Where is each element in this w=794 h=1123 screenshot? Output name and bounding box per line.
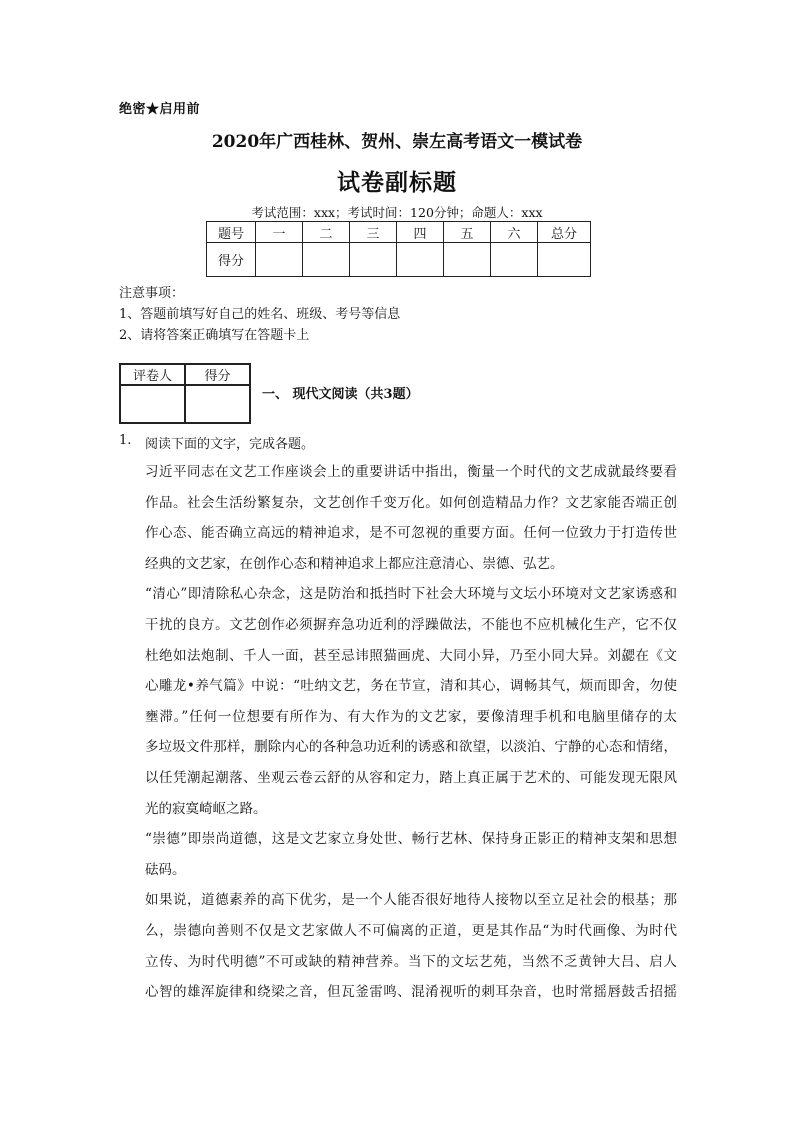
passage-line: 么，崇德向善则不仅是文艺家做人不可偏离的正道，更是其作品“为时代画像、为时代 (145, 922, 677, 939)
notice-item: 1、答题前填写好自己的姓名、班级、考号等信息 (119, 307, 401, 322)
passage-line: 多垃圾文件那样，删除内心的各种急功近利的诱惑和欲望，以淡泊、宁静的心态和情绪， (145, 739, 677, 756)
passage-line: 杜绝如法炮制、千人一面，甚至忌讳照猫画虎、大同小异，乃至小同大异。刘勰在《文 (145, 647, 677, 664)
score-cell (444, 243, 491, 277)
score-cell (397, 243, 444, 277)
score-table-score-label: 得分 (207, 243, 256, 277)
grader-cell (185, 385, 250, 423)
score-cell (538, 243, 591, 277)
exam-info: 考试范围：xxx；考试时间：120分钟；命题人：xxx (251, 205, 543, 220)
grader-table (119, 363, 251, 424)
question-prompt: 阅读下面的文字，完成各题。 (145, 437, 315, 452)
passage-line: 心雕龙•养气篇》中说：“吐纳文艺，务在节宣，清和其心，调畅其气，烦而即舍，勿使 (145, 678, 677, 695)
score-table-column: 一 (256, 222, 303, 243)
passage-line: “清心”即清除私心杂念，这是防治和抵挡时下社会大环境与文坛小环境对文艺家诱惑和 (145, 586, 677, 603)
passage-line: 心智的雄浑旋律和绕梁之音，但瓦釜雷鸣、混淆视听的刺耳杂音，也时常摇唇鼓舌招摇 (145, 984, 677, 1001)
score-table-row-header: 题号 (207, 222, 256, 243)
passage-line: “崇德”即崇尚道德，这是文艺家立身处世、畅行艺林、保持身正影正的精神支架和思想 (145, 831, 677, 848)
passage-line: 作心态、能否确立高远的精神追求，是不可忽视的重要方面。任何一位致力于打造传世 (145, 525, 677, 542)
passage-line: 以任凭潮起潮落、坐观云卷云舒的从容和定力，踏上真正属于艺术的、可能发现无限风 (145, 769, 677, 786)
score-table-column: 五 (444, 222, 491, 243)
grader-score-label: 得分 (185, 364, 250, 385)
score-cell (303, 243, 350, 277)
grader-cell (120, 385, 185, 423)
exam-title: 2020年广西桂林、贺州、崇左高考语文一模试卷 (211, 132, 583, 152)
passage-line: 立传、为时代明德”不可或缺的精神营养。当下的文坛艺苑，当然不乏黄钟大吕、启人 (145, 953, 677, 970)
passage-line: 如果说，道德素养的高下优劣，是一个人能否很好地待人接物以至立足社会的根基；那 (145, 892, 677, 909)
grader-label: 评卷人 (120, 364, 185, 385)
passage-line: 光的寂寞崎岖之路。 (145, 800, 267, 817)
passage-line: 经典的文艺家，在创作心态和精神追求上都应注意清心、崇德、弘艺。 (145, 555, 564, 572)
score-table-column: 四 (397, 222, 444, 243)
passage-line: 习近平同志在文艺工作座谈会上的重要讲话中指出，衡量一个时代的文艺成就最终要看 (145, 464, 677, 480)
passage-line: 干扰的良方。文艺创作必须摒弃急功近利的浮躁做法，不能也不应机械化生产，它不仅 (145, 616, 677, 633)
passage-line: 作品。社会生活纷繁复杂，文艺创作千变万化。如何创造精品力作？文艺家能否端正创 (145, 494, 677, 511)
notice-title: 注意事项： (119, 286, 185, 301)
secret-mark: 绝密★启用前 (119, 102, 201, 117)
passage-line: 砝码。 (145, 861, 186, 878)
question-number: 1. (119, 433, 132, 448)
score-table-column: 三 (350, 222, 397, 243)
score-table-column: 六 (491, 222, 538, 243)
score-cell (350, 243, 397, 277)
passage-line: 壅滞。”任何一位想要有所作为、有大作为的文艺家，要像清理手机和电脑里储存的太 (145, 708, 677, 725)
score-cell (256, 243, 303, 277)
notice-item: 2、请将答案正确填写在答题卡上 (119, 328, 310, 343)
exam-subtitle: 试卷副标题 (337, 169, 457, 196)
reading-passage (145, 457, 677, 1008)
score-table-column: 二 (303, 222, 350, 243)
score-table-total-column: 总分 (538, 222, 591, 243)
score-table (206, 221, 591, 277)
section-heading: 一、 现代文阅读（共3题） (262, 387, 419, 402)
score-cell (491, 243, 538, 277)
